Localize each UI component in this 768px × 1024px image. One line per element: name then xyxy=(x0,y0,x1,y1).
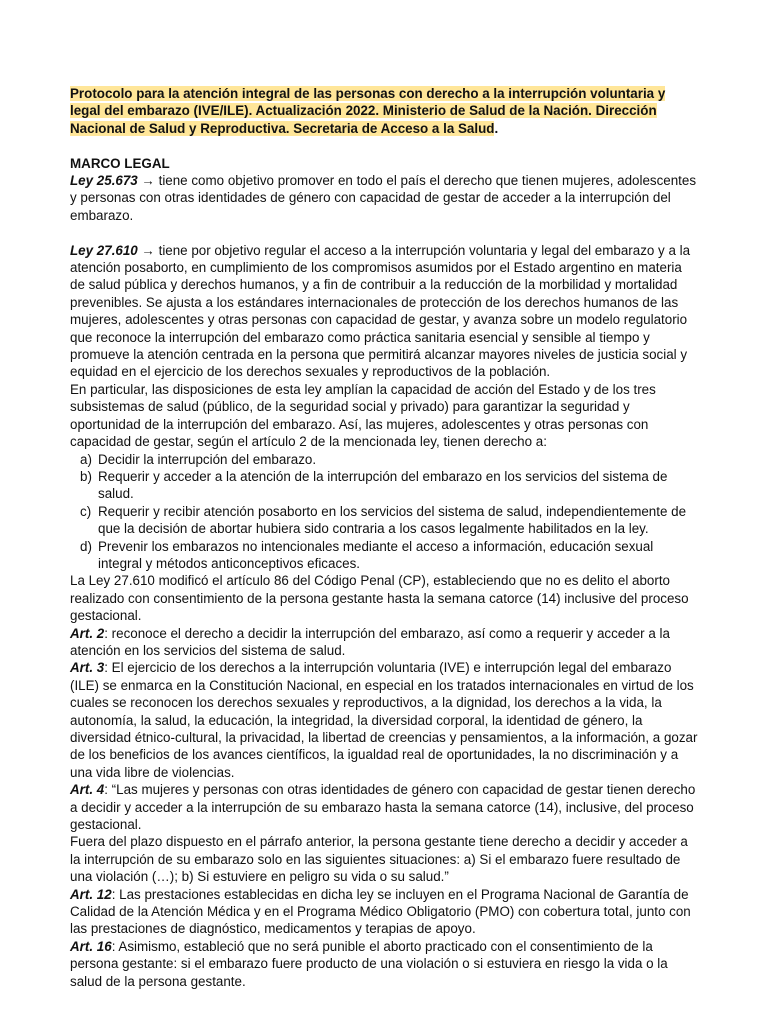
list-item-text: Decidir la interrupción del embarazo. xyxy=(98,451,317,467)
spacer xyxy=(70,224,698,241)
art-12-text: : Las prestaciones establecidas en dicha ley se incluyen en el Programa Nacional de Garantía de Calidad de la Atención Médica y en el Programa Médico Obligatorio (PMO) con cobertura total, junto con las prestaciones de diagnóstico, medicamentos y terapias de apoyo. xyxy=(70,886,691,937)
art-12-label: Art. 12 xyxy=(70,886,112,902)
ley-27610-paragraph xyxy=(70,242,698,381)
plazo-paragraph: Fuera del plazo dispuesto en el párrafo anterior, la persona gestante tiene derecho a decidir y acceder a la interrupción de su embarazo solo en las siguientes situaciones: a) Si el embarazo fuere resultado de una violación (…); b) Si estuviere en peligro su vida o su salud.” xyxy=(70,834,688,885)
art-12-paragraph xyxy=(70,886,698,938)
art-3-paragraph xyxy=(70,659,698,781)
ley-25673-paragraph xyxy=(70,172,698,224)
title-highlight: Protocolo para la atención integral de las personas con derecho a la interrupción voluntaria y legal del embarazo (IVE/ILE). Actualización 2022. Ministerio de Salud de la Nación. Dirección Nacional de Salud y Reproductiva. Secretaria de Acceso a la Salud xyxy=(70,86,666,136)
list-item xyxy=(70,451,698,468)
art-4-text: : “Las mujeres y personas con otras identidades de género con capacidad de gestar tienen derecho a decidir y acceder a la interrupción de su embarazo hasta la semana catorce (14), inclusive, del proceso gestacional. xyxy=(70,782,696,833)
list-item xyxy=(70,503,698,538)
art-3-label: Art. 3 xyxy=(70,660,105,676)
art-4-label: Art. 4 xyxy=(70,782,105,798)
ley-25673-label: Ley 25.673 xyxy=(70,173,138,189)
list-item-text: Prevenir los embarazos no intencionales mediante el acceso a información, educación sexual integral y métodos anticonceptivos eficaces. xyxy=(98,538,654,571)
particular-paragraph: En particular, las disposiciones de esta ley amplían la capacidad de acción del Estado y de los tres subsistemas de salud (público, de la seguridad social y privado) para garantizar la seguridad y oportunidad de la interrupción del embarazo. Así, las mujeres, adolescentes y otras personas con capacidad de gestar, según el artículo 2 de la mencionada ley, tienen derecho a: xyxy=(70,381,656,450)
title-suffix: . xyxy=(494,120,499,136)
spacer xyxy=(70,137,698,154)
art-16-label: Art. 16 xyxy=(70,938,112,954)
art-16-text: : Asimismo, estableció que no será punible el aborto practicado con el consentimiento de la persona gestante: si el embarazo fuere producto de una violación o si estuviera en riesgo la vida o la salud de la persona gestante. xyxy=(70,938,668,989)
ley-27610-label: Ley 27.610 xyxy=(70,242,138,258)
list-item-text: Requerir y acceder a la atención de la interrupción del embarazo en los servicios del sistema de salud. xyxy=(98,468,668,502)
list-marker: a) xyxy=(80,451,92,467)
art-4-paragraph xyxy=(70,781,698,833)
list-item-text: Requerir y recibir atención posaborto en los servicios del sistema de salud, independientemente de que la decisión de abortar hubiera sido contraria a los casos legalmente habilitados en la ley. xyxy=(98,503,687,537)
rights-list xyxy=(70,451,698,573)
art-2-text: : reconoce el derecho a decidir la interrupción del embarazo, así como a requerir y acceder a la atención en los servicios del sistema de salud. xyxy=(70,625,670,658)
list-item xyxy=(70,538,698,573)
art-16-paragraph xyxy=(70,938,698,990)
section-heading: MARCO LEGAL xyxy=(70,155,170,171)
ley-25673-text: → tiene como objetivo promover en todo el país el derecho que tienen mujeres, adolescentes y personas con otras identidades de género con capacidad de gestar de acceder a la interrupción del embarazo. xyxy=(70,173,697,223)
art-3-text: : El ejercicio de los derechos a la interrupción voluntaria (IVE) e interrupción legal del embarazo (ILE) se enmarca en la Constitución Nacional, en especial en los tratados internacionales en virtud de los cuales se reconocen los derechos sexuales y reproductivos, a la dignidad, los derechos a la vida, la autonomía, la salud, la educación, la integridad, la diversidad corporal, la identidad de género, la diversidad étnico-cultural, la privacidad, la libertad de creencias y pensamientos, a la información, a gozar de los beneficios de los avances científicos, la igualdad real de oportunidades, la no discriminación y a una vida libre de violencias. xyxy=(70,660,698,780)
list-marker: d) xyxy=(80,538,92,554)
list-item xyxy=(70,468,698,503)
list-marker: b) xyxy=(80,468,92,484)
art-2-paragraph xyxy=(70,625,698,660)
ley-27610-text: → tiene por objetivo regular el acceso a la interrupción voluntaria y legal del embarazo y a la atención posaborto, en cumplimiento de los compromisos asumidos por el Estado argentino en materia de salud pública y derechos humanos, y a fin de contribuir a la reducción de la morbilidad y mortalidad prevenibles. Se ajusta a los estándares internacionales de protección de los derechos humanos de las mujeres, adolescentes y otras personas con capacidad de gestar, y avanza sobre un modelo regulatorio que reconoce la interrupción del embarazo como práctica sanitaria esencial y sensible al tiempo y promueve la atención centrada en la persona que permitirá alcanzar mayores niveles de justicia social y equidad en el ejercicio de los derechos sexuales y reproductivos de la población. xyxy=(70,242,691,380)
list-marker: c) xyxy=(80,503,92,519)
art-2-label: Art. 2 xyxy=(70,625,105,641)
document-title xyxy=(70,85,698,137)
codigo-penal-paragraph: La Ley 27.610 modificó el artículo 86 del Código Penal (CP), estableciendo que no es delito el aborto realizado con consentimiento de la persona gestante hasta la semana catorce (14) inclusive del proceso gestacional. xyxy=(70,573,689,624)
